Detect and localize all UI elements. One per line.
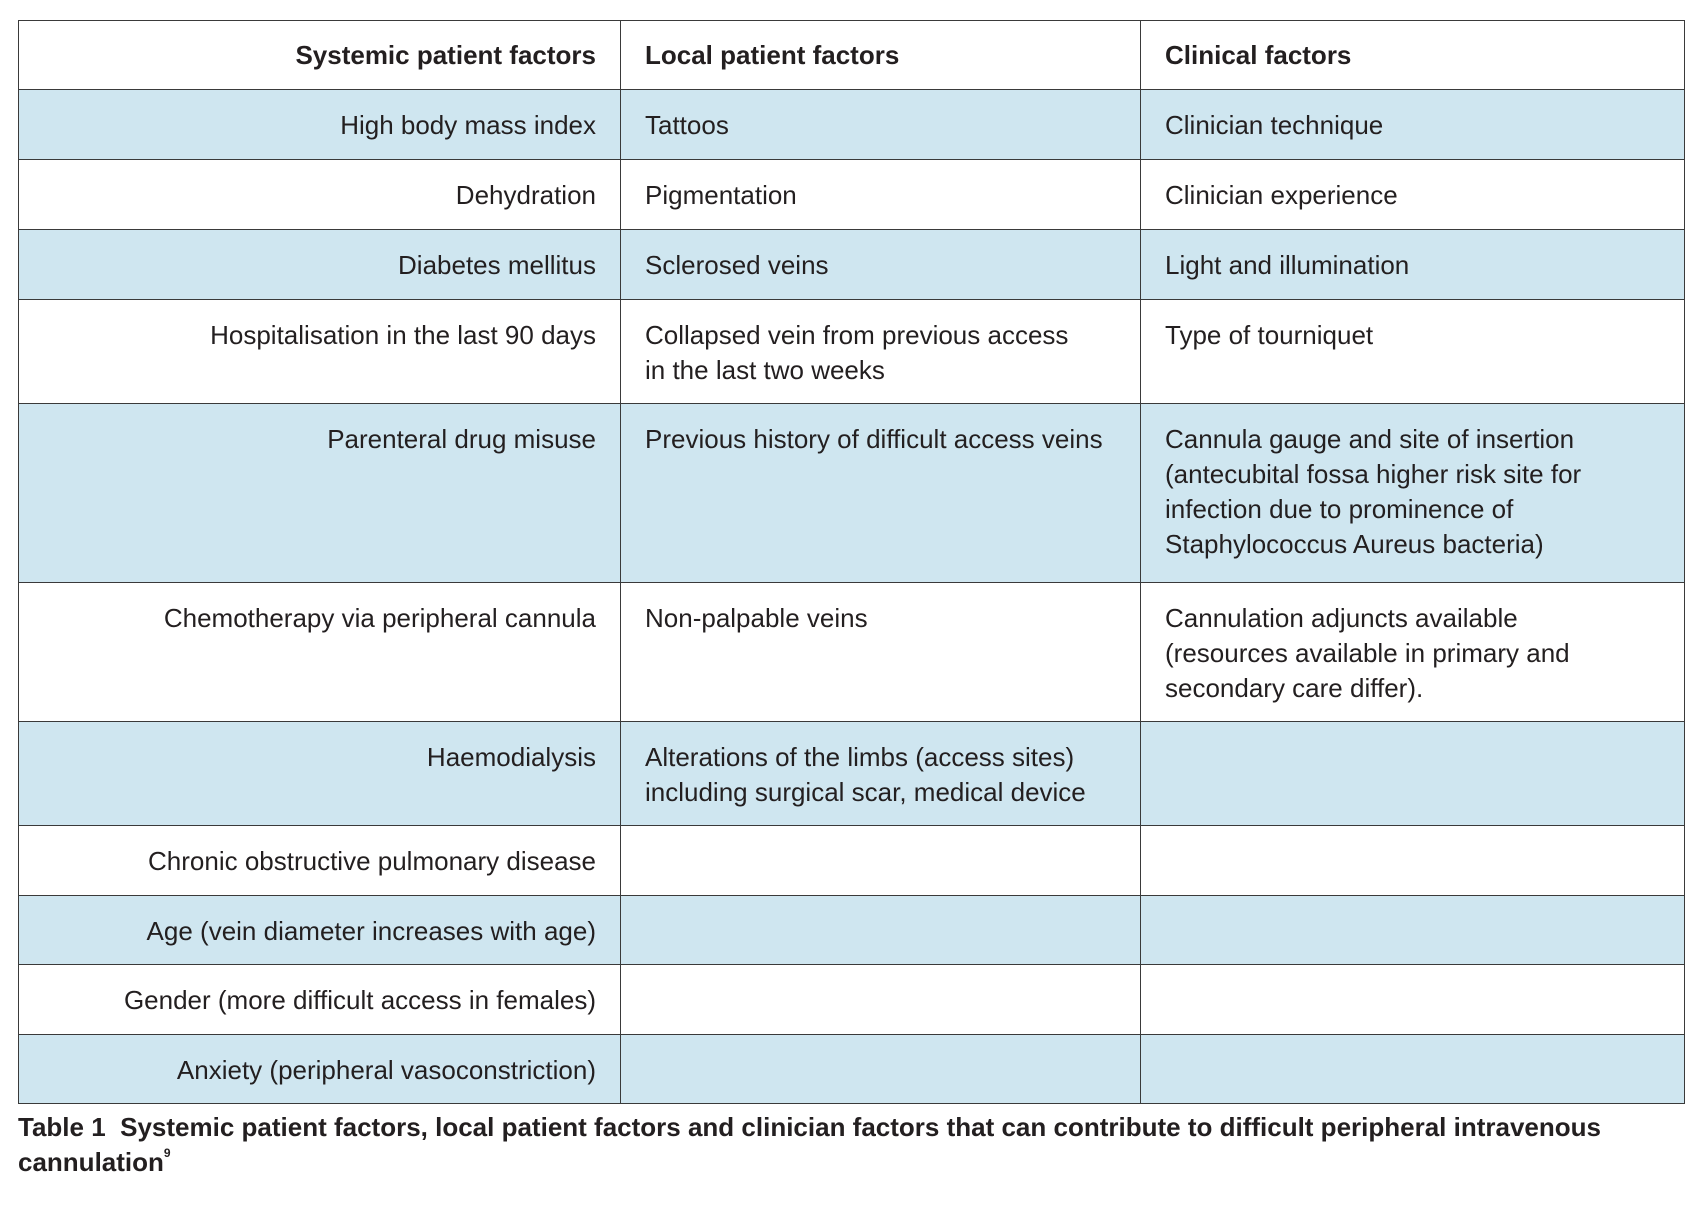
cell-text-line: Collapsed vein from previous access xyxy=(645,320,1069,350)
local-factor-cell xyxy=(621,896,1141,965)
table-row xyxy=(19,90,1685,160)
cell-text-line: Haemodialysis xyxy=(426,742,596,772)
cell-text-line: Gender (more difficult access in females) xyxy=(123,985,596,1015)
cell-text-line: Alterations of the limbs (access sites) xyxy=(645,742,1075,772)
table-header-row xyxy=(19,21,1685,90)
cell-text-line: in the last two weeks xyxy=(645,355,885,385)
clinical-factor-cell xyxy=(1141,404,1685,583)
systemic-factor-cell xyxy=(19,90,621,160)
cell-text-line: Previous history of difficult access veins xyxy=(645,424,1103,454)
local-factor-cell xyxy=(621,1035,1141,1104)
systemic-factor-cell xyxy=(19,160,621,230)
local-factor-cell xyxy=(621,722,1141,826)
systemic-factor-cell xyxy=(19,300,621,404)
clinical-factor-cell xyxy=(1141,160,1685,230)
factors-table xyxy=(18,20,1685,1104)
table-row xyxy=(19,583,1685,722)
local-factor-cell xyxy=(621,404,1141,583)
header-systemic-patient-factors: Systemic patient factors xyxy=(19,21,621,90)
cell-text-line: Staphylococcus Aureus bacteria) xyxy=(1165,529,1544,559)
clinical-factor-cell xyxy=(1141,896,1685,965)
cell-text-line: Dehydration xyxy=(455,180,596,210)
table-caption xyxy=(18,1110,1684,1180)
systemic-factor-cell xyxy=(19,965,621,1035)
cell-text-line: secondary care differ). xyxy=(1165,673,1424,703)
cell-text-line: Parenteral drug misuse xyxy=(327,424,596,454)
clinical-factor-cell xyxy=(1141,826,1685,896)
clinical-factor-cell xyxy=(1141,722,1685,826)
clinical-factor-cell xyxy=(1141,583,1685,722)
cell-text-line: Type of tourniquet xyxy=(1165,320,1374,350)
cell-text-line: Clinician technique xyxy=(1165,110,1384,140)
caption-label: Table 1 xyxy=(18,1112,106,1142)
clinical-factor-cell xyxy=(1141,1035,1685,1104)
cell-text-line: (resources available in primary and xyxy=(1165,638,1570,668)
cell-text-line: infection due to prominence of xyxy=(1165,494,1514,524)
cell-text-line: Pigmentation xyxy=(645,180,797,210)
clinical-factor-cell xyxy=(1141,300,1685,404)
cell-text-line: Non-palpable veins xyxy=(645,603,868,633)
local-factor-cell xyxy=(621,300,1141,404)
systemic-factor-cell xyxy=(19,826,621,896)
clinical-factor-cell xyxy=(1141,90,1685,160)
table-row xyxy=(19,300,1685,404)
cell-text-line: (antecubital fossa higher risk site for xyxy=(1165,459,1582,489)
table-row xyxy=(19,1035,1685,1104)
factors-table-container xyxy=(18,20,1684,1104)
cell-text-line: Sclerosed veins xyxy=(645,250,829,280)
local-factor-cell xyxy=(621,826,1141,896)
table-row xyxy=(19,230,1685,300)
systemic-factor-cell xyxy=(19,1035,621,1104)
systemic-factor-cell xyxy=(19,404,621,583)
clinical-factor-cell xyxy=(1141,230,1685,300)
cell-text-line: Cannula gauge and site of insertion xyxy=(1165,424,1575,454)
cell-text-line: including surgical scar, medical device xyxy=(645,777,1086,807)
table-row xyxy=(19,965,1685,1035)
table-row xyxy=(19,722,1685,826)
cell-text-line: Chronic obstructive pulmonary disease xyxy=(148,846,596,876)
table-body xyxy=(19,90,1685,1104)
local-factor-cell xyxy=(621,965,1141,1035)
cell-text-line: Clinician experience xyxy=(1165,180,1398,210)
local-factor-cell xyxy=(621,160,1141,230)
systemic-factor-cell xyxy=(19,896,621,965)
systemic-factor-cell xyxy=(19,583,621,722)
cell-text-line: Cannulation adjuncts available xyxy=(1165,603,1518,633)
header-clinical-factors: Clinical factors xyxy=(1141,21,1685,90)
cell-text-line: Age (vein diameter increases with age) xyxy=(146,916,596,946)
caption-reference: 9 xyxy=(163,1146,171,1160)
cell-text-line: Light and illumination xyxy=(1165,250,1410,280)
systemic-factor-cell xyxy=(19,722,621,826)
local-factor-cell xyxy=(621,90,1141,160)
local-factor-cell xyxy=(621,230,1141,300)
cell-text-line: Chemotherapy via peripheral cannula xyxy=(163,603,596,633)
table-row xyxy=(19,160,1685,230)
clinical-factor-cell xyxy=(1141,965,1685,1035)
cell-text-line: Diabetes mellitus xyxy=(398,250,596,280)
local-factor-cell xyxy=(621,583,1141,722)
table-row xyxy=(19,896,1685,965)
cell-text-line: Tattoos xyxy=(645,110,729,140)
cell-text-line: High body mass index xyxy=(340,110,596,140)
cell-text-line: Hospitalisation in the last 90 days xyxy=(210,320,596,350)
table-row xyxy=(19,826,1685,896)
cell-text-line: Anxiety (peripheral vasoconstriction) xyxy=(176,1055,596,1085)
table-row xyxy=(19,404,1685,583)
systemic-factor-cell xyxy=(19,230,621,300)
header-local-patient-factors: Local patient factors xyxy=(621,21,1141,90)
caption-text: Systemic patient factors, local patient factors and clinician factors that can contribute to difficult peripheral intravenous cannulation xyxy=(18,1112,1601,1177)
